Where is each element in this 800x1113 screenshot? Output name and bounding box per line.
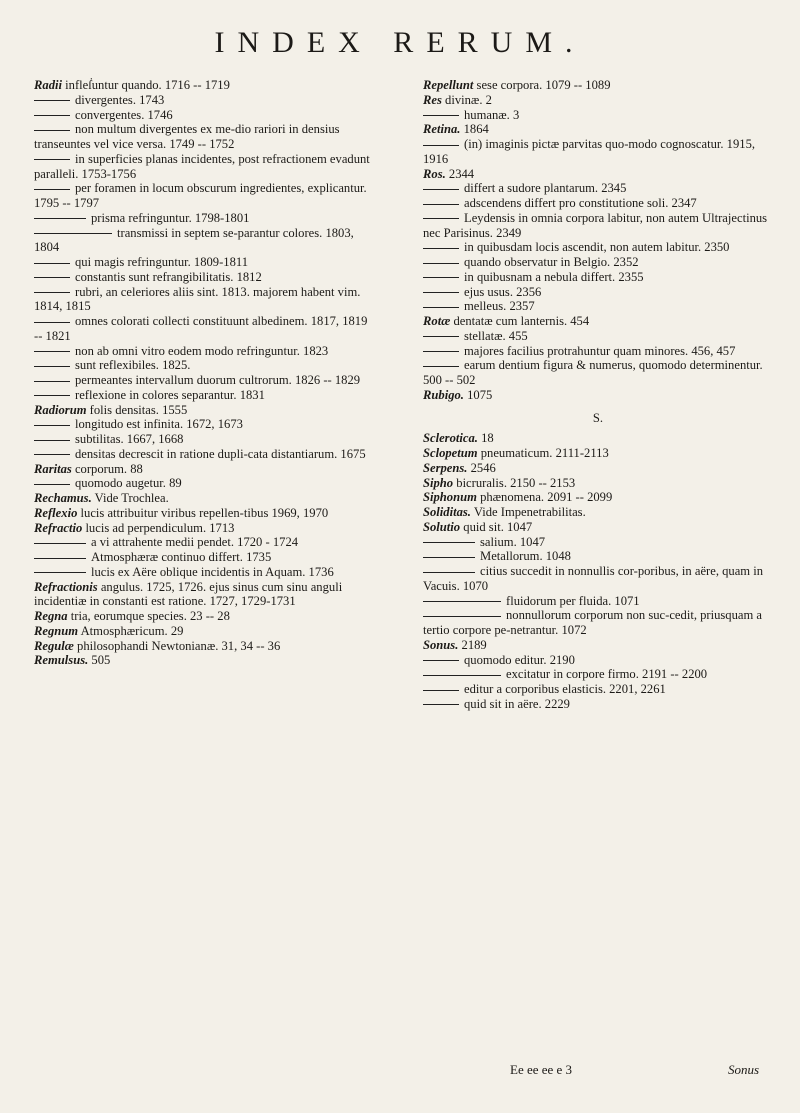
repeat-dash: [34, 115, 70, 116]
repeat-dash: [423, 660, 459, 661]
index-subentry: [423, 608, 773, 638]
entry-headword: Ros.: [423, 166, 446, 181]
entry-text: citius succedit in nonnullis cor-poribus, in aëre, quam in Vacuis. 1070: [423, 564, 764, 593]
entry-text: angulus. 1725, 1726. ejus sinus cum sinu anguli incidentiæ in constanti est ratione. 1727, 1729-1731: [34, 579, 343, 609]
repeat-dash: [34, 572, 86, 573]
index-subentry: [34, 388, 374, 403]
index-entry: [423, 314, 773, 329]
index-subentry: [423, 270, 773, 285]
entry-text: corporum. 88: [74, 461, 143, 476]
entry-text: sunt reflexibiles. 1825.: [75, 358, 191, 373]
entry-headword: Soliditas.: [423, 505, 471, 519]
index-entry: [34, 653, 374, 668]
entry-text: 18: [481, 431, 494, 446]
repeat-dash: [34, 543, 86, 544]
index-entry: [423, 431, 773, 446]
entry-text: lucis attribuitur viribus repellen-tibus 1969, 1970: [80, 505, 329, 520]
entry-text: qui magis refringuntur. 1809-1811: [75, 255, 249, 269]
index-subentry: [34, 270, 374, 285]
entry-text: constantis sunt refrangibilitatis. 1812: [75, 269, 262, 284]
entry-text: 1075: [467, 387, 493, 402]
entry-text: pneumaticum. 2111-2113: [480, 446, 609, 460]
section-letter: S.: [592, 410, 604, 425]
index-entry: [34, 403, 374, 418]
entry-headword: Sclerotica.: [423, 431, 478, 446]
index-entry: [423, 520, 773, 535]
entry-headword: Retina.: [423, 122, 461, 137]
index-subentry: [423, 358, 773, 388]
index-subentry: [423, 211, 773, 241]
entry-text: Vide Impenetrabilitas.: [473, 505, 586, 519]
index-entry: [34, 521, 374, 536]
entry-text: prisma refringuntur. 1798-1801: [91, 210, 250, 225]
repeat-dash: [34, 425, 70, 426]
entry-headword: Serpens.: [423, 460, 468, 475]
repeat-dash: [423, 690, 459, 691]
index-subentry: [34, 358, 374, 373]
entry-text: a vi attrahente medii pendet. 1720 - 1724: [91, 535, 299, 550]
entry-headword: Rubigo.: [423, 387, 464, 402]
repeat-dash: [34, 263, 70, 264]
repeat-dash: [423, 616, 501, 617]
entry-text: Atmosphæricum. 29: [80, 623, 184, 638]
entry-text: subtilitas. 1667, 1668: [75, 432, 184, 446]
entry-headword: Rotæ: [423, 314, 451, 328]
entry-text: in superficies planas incidentes, post refractionem evadunt paralleli. 1753-1756: [34, 151, 370, 181]
entry-text: editur a corporibus elasticis. 2201, 2261: [464, 682, 666, 696]
index-entry: [423, 638, 773, 653]
index-subentry: [423, 535, 773, 550]
entry-text: Leydensis in omnia corpora labitur, non autem Ultrajectinus nec Parisinus. 2349: [423, 210, 768, 240]
entry-text: 2344: [448, 166, 475, 181]
repeat-dash: [423, 307, 459, 308]
index-entry: [423, 78, 773, 93]
index-subentry: [34, 447, 374, 462]
index-subentry: [423, 255, 773, 270]
index-entry: [34, 78, 374, 93]
repeat-dash: [423, 366, 459, 367]
repeat-dash: [34, 277, 70, 278]
repeat-dash: [423, 218, 459, 219]
index-entry: [423, 93, 773, 108]
repeat-dash: [34, 366, 70, 367]
entry-text: tria, eorumque species. 23 -- 28: [70, 609, 230, 623]
repeat-dash: [34, 395, 70, 396]
entry-headword: Regna: [34, 609, 68, 623]
entry-text: in quibusdam locis ascendit, non autem labitur. 2350: [464, 240, 730, 255]
index-subentry: [34, 535, 374, 550]
repeat-dash: [34, 322, 70, 323]
entry-text: differt a sudore plantarum. 2345: [464, 181, 627, 196]
entry-text: infleẛuntur quando. 1716 -- 1719: [65, 78, 230, 92]
repeat-dash: [34, 159, 70, 160]
index-subentry: [423, 299, 773, 314]
entry-text: per foramen in locum obscurum ingredientes, explicantur. 1795 -- 1797: [34, 181, 367, 210]
repeat-dash: [34, 130, 70, 131]
entry-text: quomodo augetur. 89: [75, 476, 182, 491]
entry-text: lucis ad perpendiculum. 1713: [85, 520, 235, 535]
index-entry: [34, 462, 374, 477]
index-subentry: [34, 108, 374, 123]
entry-text: rubri, an celeriores aliis sint. 1813. majorem habent vim. 1814, 1815: [34, 284, 361, 314]
entry-text: Metallorum. 1048: [480, 549, 571, 564]
repeat-dash: [423, 145, 459, 146]
catchword: Sonus: [728, 1062, 760, 1077]
entry-headword: Sipho: [423, 475, 454, 490]
repeat-dash: [423, 557, 475, 558]
repeat-dash: [423, 204, 459, 205]
entry-headword: Res: [423, 92, 442, 107]
entry-text: non ab omni vitro eodem modo refringuntur. 1823: [75, 343, 329, 358]
entry-text: bicruralis. 2150 -- 2153: [456, 475, 576, 490]
index-subentry: [34, 181, 374, 211]
index-subentry: [423, 108, 773, 123]
index-subentry: [423, 137, 773, 167]
entry-text: stellatæ. 455: [464, 328, 528, 343]
index-entry: [34, 506, 374, 521]
repeat-dash: [423, 263, 459, 264]
index-subentry: [423, 329, 773, 344]
repeat-dash: [423, 675, 501, 676]
entry-headword: Radii: [34, 78, 62, 92]
entry-headword: Repellunt: [423, 78, 474, 92]
index-entry: [423, 461, 773, 476]
index-entry: [423, 122, 773, 137]
entry-headword: Reflexio: [34, 505, 78, 520]
index-subentry: [34, 432, 374, 447]
index-subentry: [34, 122, 374, 152]
entry-text: humanæ. 3: [464, 107, 520, 122]
index-subentry: [423, 240, 773, 255]
index-entry: [423, 490, 773, 505]
entry-text: (in) imaginis pictæ parvitas quo-modo cognoscatur. 1915, 1916: [423, 137, 756, 166]
entry-headword: Sonus.: [423, 637, 459, 652]
repeat-dash: [423, 115, 459, 116]
index-subentry: [423, 196, 773, 211]
repeat-dash: [423, 351, 459, 352]
entry-text: majores facilius protrahuntur quam minores. 456, 457: [464, 343, 736, 358]
repeat-dash: [34, 189, 70, 190]
index-column-left: [34, 78, 374, 668]
index-subentry: [423, 667, 773, 682]
entry-text: melleus. 2357: [464, 299, 535, 314]
entry-text: transmissi in septem se-parantur colores. 1803, 1804: [34, 225, 354, 255]
repeat-dash: [423, 601, 501, 602]
entry-headword: Refractio: [34, 520, 83, 535]
entry-text: sese corpora. 1079 -- 1089: [476, 78, 611, 92]
entry-text: omnes colorati collecti constituunt albedinem. 1817, 1819 -- 1821: [34, 314, 368, 343]
index-entry: [34, 580, 374, 610]
index-entry: [423, 446, 773, 461]
entry-headword: Raritas: [34, 461, 72, 476]
entry-text: quomodo editur. 2190: [464, 652, 575, 667]
index-subentry: [423, 549, 773, 564]
entry-text: phænomena. 2091 -- 2099: [480, 490, 613, 505]
entry-text: fluidorum per fluida. 1071: [506, 593, 640, 608]
repeat-dash: [34, 292, 70, 293]
entry-text: philosophandi Newtonianæ. 31, 34 -- 36: [77, 638, 281, 653]
index-subentry: [34, 255, 374, 270]
index-subentry: [423, 594, 773, 609]
entry-text: convergentes. 1746: [75, 107, 173, 122]
index-column-right: [423, 78, 773, 712]
index-subentry: [423, 285, 773, 300]
index-subentry: [34, 152, 374, 182]
repeat-dash: [34, 381, 70, 382]
index-subentry: [34, 417, 374, 432]
index-entry: [423, 476, 773, 491]
entry-text: salium. 1047: [480, 534, 546, 549]
entry-headword: Refractionis: [34, 579, 98, 594]
entry-headword: Remulsus.: [34, 653, 89, 668]
entry-text: 2189: [461, 637, 487, 652]
entry-text: Vide Trochlea.: [94, 491, 169, 505]
repeat-dash: [423, 336, 459, 337]
repeat-dash: [34, 100, 70, 101]
entry-text: nonnullorum corporum non suc-cedit, priusquam a tertio corpore pe-netrantur. 1072: [423, 608, 763, 637]
entry-text: adscendens differt pro constitutione soli. 2347: [464, 196, 697, 210]
index-subentry: [423, 682, 773, 697]
repeat-dash: [423, 292, 459, 293]
entry-headword: Siphonum: [423, 490, 477, 505]
entry-headword: Solutio: [423, 519, 461, 534]
entry-text: folis densitas. 1555: [89, 402, 188, 417]
index-subentry: [423, 564, 773, 594]
index-entry: [34, 624, 374, 639]
repeat-dash: [423, 572, 475, 573]
entry-text: quid sit. 1047: [463, 519, 533, 534]
repeat-dash: [34, 233, 112, 234]
index-subentry: [34, 344, 374, 359]
index-subentry: [34, 373, 374, 388]
entry-text: ejus usus. 2356: [464, 284, 542, 299]
repeat-dash: [34, 440, 70, 441]
entry-headword: Radiorum: [34, 402, 87, 417]
index-entry: [423, 388, 773, 403]
entry-text: permeantes intervallum duorum cultrorum. 1826 -- 1829: [75, 373, 361, 387]
repeat-dash: [423, 277, 459, 278]
entry-text: Atmosphæræ continuo differt. 1735: [91, 550, 272, 564]
repeat-dash: [423, 189, 459, 190]
signature-mark: Ee ee ee e 3: [510, 1062, 573, 1077]
index-entry: [423, 505, 773, 520]
entry-text: excitatur in corpore firmo. 2191 -- 2200: [506, 667, 708, 682]
index-subentry: [34, 476, 374, 491]
entry-text: dentatæ cum lanternis. 454: [453, 314, 590, 328]
index-subentry: [423, 697, 773, 712]
repeat-dash: [423, 704, 459, 705]
entry-headword: Regnum: [34, 623, 79, 638]
index-entry: [34, 639, 374, 654]
index-subentry: [34, 550, 374, 565]
entry-text: 2546: [470, 460, 496, 475]
repeat-dash: [423, 248, 459, 249]
index-entry: [423, 167, 773, 182]
entry-headword: Sclopetum: [423, 446, 478, 460]
repeat-dash: [34, 484, 70, 485]
entry-text: in quibusnam a nebula differt. 2355: [464, 269, 644, 284]
repeat-dash: [34, 454, 70, 455]
entry-text: densitas decrescit in ratione dupli-cata distantiarum. 1675: [75, 446, 366, 461]
entry-text: lucis ex Aëre oblique incidentis in Aquam. 1736: [91, 564, 334, 579]
repeat-dash: [34, 218, 86, 219]
entry-text: quando observatur in Belgio. 2352: [464, 255, 639, 269]
entry-text: earum dentium figura & numerus, quomodo determinentur. 500 -- 502: [423, 358, 763, 387]
index-subentry: [34, 93, 374, 108]
repeat-dash: [423, 542, 475, 543]
entry-text: reflexione in colores separantur. 1831: [75, 387, 265, 402]
entry-text: 505: [91, 653, 111, 668]
entry-text: non multum divergentes ex me-dio rariori in densius transeuntes vel vice versa. 1749 -- 1752: [34, 122, 340, 151]
entry-text: quid sit in aëre. 2229: [464, 696, 570, 711]
repeat-dash: [34, 351, 70, 352]
index-subentry: [34, 285, 374, 315]
entry-text: longitudo est infinita. 1672, 1673: [75, 417, 243, 432]
index-subentry: [34, 314, 374, 344]
entry-headword: Rechamus.: [34, 491, 92, 505]
index-subentry: [423, 344, 773, 359]
index-subentry: [423, 653, 773, 668]
entry-text: divergentes. 1743: [75, 92, 165, 107]
index-subentry: [34, 565, 374, 580]
entry-headword: Regulæ: [34, 638, 74, 653]
index-subentry: [423, 181, 773, 196]
index-subentry: [34, 226, 374, 256]
entry-text: 1864: [463, 122, 489, 137]
entry-text: divinæ. 2: [445, 92, 492, 107]
index-subentry: [34, 211, 374, 226]
page-header: INDEX RERUM.: [214, 26, 586, 59]
repeat-dash: [34, 558, 86, 559]
index-entry: [34, 609, 374, 624]
index-entry: [34, 491, 374, 506]
